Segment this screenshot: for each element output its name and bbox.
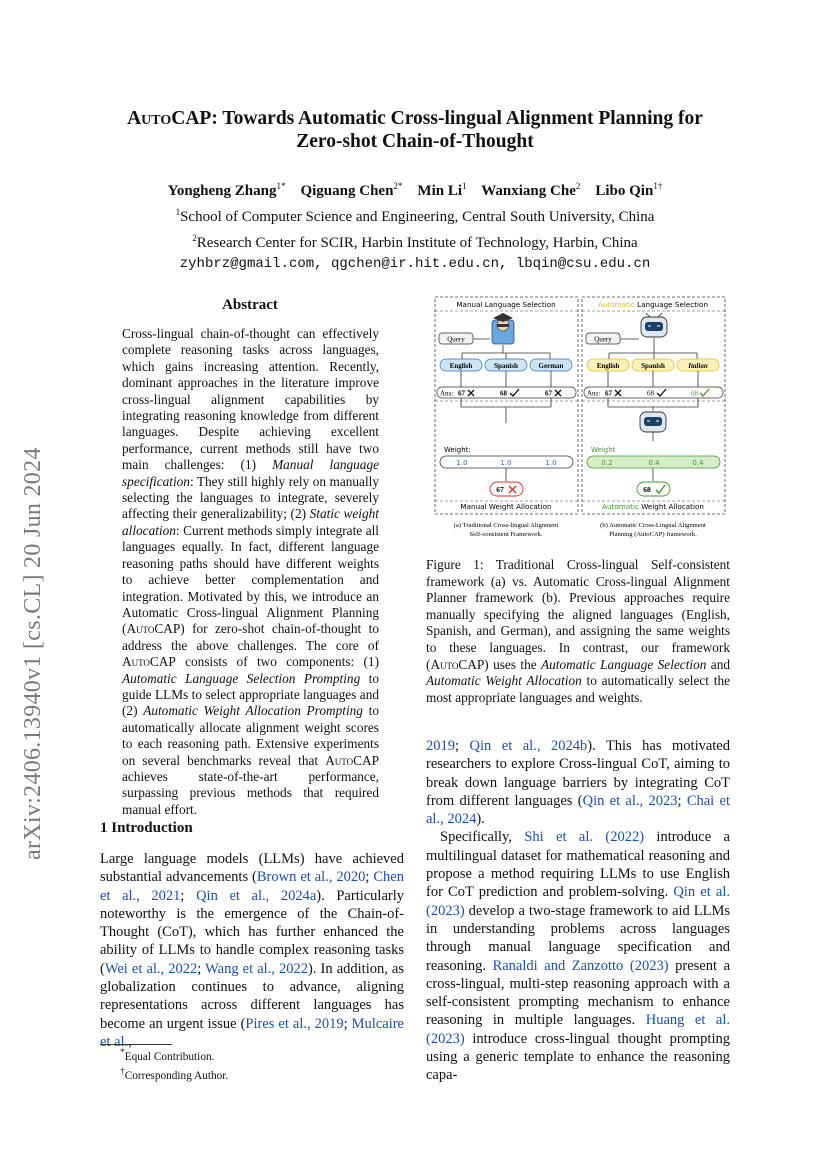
right-result-box bbox=[637, 482, 670, 496]
footnotes bbox=[120, 1046, 228, 1084]
abstract-text: : Current methods simply integrate all languages equally. In fact, different language reasoning paths should have different weights to achieve better complementation and integration. Motivated by this, we introduce an Automatic Cross-lingual Alignment Planning ( bbox=[122, 522, 379, 637]
footnote bbox=[120, 1046, 228, 1065]
author-block bbox=[100, 176, 730, 275]
weight-value: 1.0 bbox=[545, 459, 557, 467]
weight-value: 1.0 bbox=[500, 459, 512, 467]
affiliation-1 bbox=[100, 202, 730, 228]
emails: zyhbrz@gmail.com, qgchen@ir.hit.edu.cn, lbqin@csu.edu.cn bbox=[179, 256, 651, 272]
affil-sup: 1 bbox=[175, 207, 181, 217]
system-name: AutoCAP bbox=[325, 752, 379, 768]
person-icon bbox=[492, 313, 514, 344]
citation-link[interactable]: Chen et al., 2021 bbox=[100, 869, 404, 904]
title-line1: : Towards Automatic Cross-lingual Alignment Planning for bbox=[211, 108, 703, 129]
affil-sup: 2 bbox=[192, 233, 197, 243]
body-text: develop a two-stage framework to aid LLMs in understanding problems across languages through manual language specification and reasoning. bbox=[426, 902, 730, 974]
subcaption-b: (b) Automatic Cross-Lingual Alignment bbox=[600, 522, 706, 529]
title-system-name: AutoCAP bbox=[127, 108, 212, 129]
citation-link[interactable]: Brown et al., 2020 bbox=[256, 869, 366, 886]
answer-value: 67 bbox=[545, 389, 552, 398]
email-link[interactable]: qgchen@ir.hit.edu.cn bbox=[330, 256, 500, 272]
weight-word: Weight bbox=[444, 446, 469, 454]
citation-link[interactable]: Pires et al., 2019 bbox=[245, 1015, 344, 1032]
citation-link[interactable]: Huang et al. (2023) bbox=[426, 1012, 730, 1047]
title-line2: Zero-shot Chain-of-Thought bbox=[296, 131, 534, 152]
right-header-rest: Language Selection bbox=[634, 300, 709, 309]
right-header-auto: Automatic bbox=[597, 300, 635, 309]
body-text: introduce a multilingual dataset for mathematical reasoning and propose a method requiring LLMs to use English for CoT prediction and problem-solving. bbox=[426, 829, 730, 901]
author-name: Libo Qin bbox=[595, 183, 654, 199]
caption-emphasis: Automatic Language Selection bbox=[541, 656, 707, 672]
citation-link[interactable]: Qin et al., 2023 bbox=[582, 792, 678, 809]
right-footer bbox=[602, 502, 704, 511]
answer-value: 68 bbox=[691, 389, 698, 398]
footnote-rule bbox=[100, 1044, 172, 1045]
caption-emphasis: Automatic Weight Allocation bbox=[426, 673, 582, 689]
body-text: present a cross-lingual, multi-step reasoning approach with a self-consistent prompting mechanism to enhance reasoning in multiple languages. bbox=[426, 957, 731, 1029]
sep: ; bbox=[455, 738, 470, 754]
body-text: Large language models (LLMs) have achieved substantial advancements ( bbox=[100, 851, 404, 886]
left-result-box bbox=[490, 482, 523, 496]
caption-text: Figure 1: Traditional Cross-lingual Self-consistent framework (a) vs. Automatic Cross-lingual Alignment Planner framework (b). Previous approaches require manually specifying the aligned languages (English, Spanish, and German), and assigning the same weights to these languages. In contrast, our framework ( bbox=[426, 557, 730, 672]
affiliation-2 bbox=[100, 228, 730, 254]
lang-label: English bbox=[596, 362, 620, 370]
abstract-text: to guide LLMs to select appropriate languages and (2) bbox=[122, 670, 379, 719]
body-text: ). In addition, as globalization continues to advance, aligning representations across different languages has become an urgent issue ( bbox=[100, 960, 405, 1032]
email-link[interactable]: zyhbrz@gmail.com bbox=[179, 256, 315, 272]
author-name: Yongheng Zhang bbox=[167, 183, 277, 199]
arxiv-identifier: arXiv:2406.13940v1 [cs.CL] 20 Jun 2024 bbox=[20, 447, 46, 860]
subcaption-a: (a) Traditional Cross-lingual Alignment bbox=[453, 522, 559, 529]
body-text: Specifically, bbox=[440, 829, 525, 846]
lang-label: Italian bbox=[688, 362, 708, 370]
sep: ; bbox=[180, 887, 197, 904]
right-column-text bbox=[426, 737, 730, 1085]
citation-link[interactable]: Shi et al. (2022) bbox=[524, 829, 645, 846]
abstract-text: ) for zero-shot chain-of-thought to address the above challenges. The core of bbox=[122, 621, 379, 653]
system-name: AutoCAP bbox=[430, 656, 485, 672]
citation-link[interactable]: Wang et al., 2022 bbox=[205, 960, 309, 977]
sep: ; bbox=[365, 869, 374, 886]
author-sup: 1 bbox=[462, 181, 467, 191]
weight-value: 0.2 bbox=[601, 459, 613, 467]
robot-icon bbox=[640, 412, 666, 432]
left-header: Manual Language Selection bbox=[456, 300, 556, 309]
robot-icon bbox=[641, 313, 667, 337]
answer-value: 68 bbox=[500, 389, 507, 398]
footnote-mark: † bbox=[120, 1066, 125, 1077]
citation-link[interactable]: 2019 bbox=[426, 738, 455, 754]
right-footer-rest: Weight Allocation bbox=[638, 502, 704, 511]
body-text: ). Particularly noteworthy is the emergence of the Chain-of-Thought (CoT), which has further enhanced the ability of LLMs to handle complex reasoning tasks ( bbox=[100, 887, 405, 977]
citation-link[interactable]: Chai et al., 2024 bbox=[426, 792, 730, 828]
citation-link[interactable]: Qin et al. (2023) bbox=[426, 884, 730, 919]
abstract-emphasis: Automatic Language Selection Prompting bbox=[122, 670, 361, 686]
footnote-text: Equal Contribution. bbox=[124, 1050, 215, 1063]
figure-caption bbox=[426, 557, 730, 706]
figure-1 bbox=[432, 295, 728, 545]
affiliation-text: Research Center for SCIR, Harbin Institute of Technology, Harbin, China bbox=[196, 235, 638, 251]
citation-link[interactable]: Qin et al., 2024a bbox=[196, 887, 317, 904]
abstract-emphasis: Static weight allocation bbox=[122, 506, 379, 538]
footnote bbox=[120, 1065, 228, 1084]
subcaption-a: Self-consistent Framework. bbox=[469, 531, 543, 538]
caption-text: to automatically select the most appropriate languages and weights. bbox=[426, 673, 730, 705]
answer-value: 67 bbox=[605, 389, 612, 398]
sep: ; bbox=[677, 792, 687, 809]
author-name: Wanxiang Che bbox=[481, 183, 576, 199]
body-text: introduce cross-lingual thought prompting using a generic template to enhance the reasoning capa- bbox=[426, 1030, 730, 1084]
right-footer-auto: Automatic bbox=[602, 502, 639, 511]
left-language-boxes bbox=[440, 359, 572, 371]
author-sup: 2 bbox=[575, 181, 581, 191]
sep: ; bbox=[197, 960, 206, 977]
lang-label: English bbox=[449, 362, 473, 370]
body-text: ). This has motivated researchers to explore Cross-lingual CoT, aiming to break down language barriers by integrating CoT from different languages ( bbox=[426, 738, 730, 809]
paragraph bbox=[426, 828, 730, 1084]
affiliation-text: School of Computer Science and Engineering, Central South University, China bbox=[180, 209, 655, 225]
footnote-mark: * bbox=[120, 1048, 125, 1058]
email-link[interactable]: lbqin@csu.edu.cn bbox=[515, 256, 651, 272]
intro-paragraph bbox=[100, 850, 404, 1051]
citation-link[interactable]: Mulcaire et al., bbox=[100, 1015, 404, 1050]
right-language-boxes bbox=[587, 359, 719, 371]
right-weight-label: Weight bbox=[591, 446, 616, 454]
abstract-heading: Abstract bbox=[222, 297, 278, 313]
ans-label: Ans: bbox=[440, 389, 454, 398]
sep: ; bbox=[343, 1015, 352, 1032]
citation-link[interactable]: Ranaldi and Zanzotto (2023) bbox=[492, 957, 669, 974]
author-sup: 1† bbox=[653, 181, 663, 191]
right-query-label: Query bbox=[594, 335, 612, 344]
weight-colon: : bbox=[468, 446, 471, 454]
lang-label: German bbox=[538, 362, 564, 370]
arxiv-sidebar bbox=[14, 365, 54, 865]
citation-link[interactable]: Qin et al., 2024b bbox=[469, 738, 588, 754]
left-weight-label bbox=[444, 446, 471, 454]
abstract-text: consists of two components: (1) bbox=[175, 654, 379, 670]
body-text: ). bbox=[476, 811, 485, 828]
left-footer: Manual Weight Allocation bbox=[460, 502, 552, 511]
abstract-emphasis: Manual language specification bbox=[122, 457, 379, 489]
system-name: AutoCAP bbox=[126, 621, 181, 637]
left-query-label: Query bbox=[447, 335, 465, 344]
author-sup: 1* bbox=[276, 181, 286, 191]
abstract-text: to automatically allocate alignment weight scores to each reasoning path. Extensive experiments on several benchmarks reveal that bbox=[122, 703, 379, 768]
subcaption-b: Planning (AutoCAP) framework. bbox=[609, 531, 697, 538]
abstract-text: Cross-lingual chain-of-thought can effectively complete reasoning tasks across languages, which gains increasing attention. Recently, dominant approaches in the literature improve cross-lingual alignment capabilities by integrating reasoning knowledge from different languages. Despite achieving excellent performance, current methods still have two main challenges: (1) bbox=[122, 326, 379, 473]
footnote-text: Corresponding Author. bbox=[124, 1069, 229, 1082]
citation-link[interactable]: Wei et al., 2022 bbox=[104, 960, 198, 977]
lang-label: Spanish bbox=[641, 362, 665, 370]
paper-title bbox=[100, 107, 730, 153]
author-names bbox=[100, 176, 730, 202]
author-name: Min Li bbox=[417, 183, 463, 199]
weight-value: 1.0 bbox=[456, 459, 468, 467]
answer-value: 67 bbox=[458, 389, 465, 398]
ans-label: Ans: bbox=[587, 389, 601, 398]
abstract-text: achieves state-of-the-art performance, surpassing previous methods that required manual effort. bbox=[122, 768, 379, 817]
weight-value: 0.4 bbox=[692, 459, 704, 467]
weight-value: 0.4 bbox=[648, 459, 660, 467]
abstract-body bbox=[122, 326, 379, 818]
caption-text: and bbox=[706, 656, 730, 672]
result-value: 68 bbox=[643, 485, 651, 494]
paragraph bbox=[426, 737, 730, 828]
right-header bbox=[598, 300, 708, 309]
system-name: AutoCAP bbox=[122, 654, 176, 670]
lang-label: Spanish bbox=[494, 362, 518, 370]
answer-value: 68 bbox=[647, 389, 654, 398]
author-sup: 2* bbox=[393, 181, 403, 191]
result-value: 67 bbox=[496, 485, 504, 494]
author-name: Qiguang Chen bbox=[300, 183, 394, 199]
abstract-text: : They still highly rely on manually selecting the languages to integrate, severely affecting their generalizability; (2) bbox=[122, 473, 379, 522]
caption-text: ) uses the bbox=[484, 656, 542, 672]
abstract-emphasis: Automatic Weight Allocation Prompting bbox=[143, 703, 363, 719]
section-heading-introduction: 1 Introduction bbox=[100, 820, 193, 836]
